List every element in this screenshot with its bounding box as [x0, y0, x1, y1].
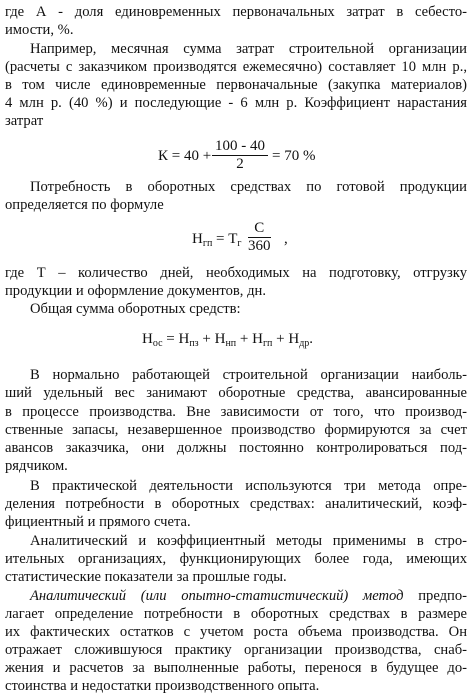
- text-line: рядчиком.: [5, 458, 68, 474]
- formula-hgp-fraction: [248, 220, 271, 255]
- text-line: Аналитический (или опытно-статистический) метод предпо-: [30, 588, 467, 604]
- text-line: где Т – количество дней, необходимых на подготовку, отгрузку: [5, 265, 467, 281]
- formula-k-fraction: [212, 138, 268, 173]
- text-line: затрат: [5, 113, 44, 129]
- text-line: деления потребности в оборотных средствах: аналитический, коэф-: [5, 496, 467, 512]
- formula-total: $Н_{ос} = Н_{пз} + Н_{нп} + Н_{гп} + Н_{др}$.: [142, 331, 314, 349]
- text-line: отражает сложившуюся практику организации производства, снаб-: [5, 642, 467, 658]
- text-line: стоинства и недостатки производственного опыта.: [5, 678, 320, 694]
- text-line: лагает определение потребности в оборотных средствах в размере: [5, 606, 467, 622]
- method-name: Аналитический (или опытно-статистический) метод: [30, 588, 404, 604]
- formula-k-left: К = 40 +: [158, 148, 212, 164]
- text-line: определяется по формуле: [5, 197, 164, 213]
- text-line: Потребность в оборотных средствах по готовой продукции: [30, 179, 467, 195]
- text-line: ственные запасы, незавершенное производство формируются за счет: [5, 422, 467, 438]
- text-line: ший удельный вес занимают оборотные средства, авансированные: [5, 385, 467, 401]
- formula-hgp-denominator: 360: [248, 238, 271, 254]
- text-line: Аналитический и коэффициентный методы применимы в стро-: [30, 533, 467, 549]
- text-line: 4 млн р. (40 %) и последующие - 6 млн р. Коэффициент нарастания: [5, 95, 467, 111]
- text-line: (расчеты с заказчиком производятся ежемесячно) составляет 10 млн р.,: [5, 59, 467, 75]
- formula-hgp-lhs: $Н_{гп} = Т_г$: [192, 231, 242, 249]
- formula-k-denominator: 2: [236, 156, 244, 172]
- text-line: авансов заказчика, они должны постоянно контролироваться под-: [5, 440, 467, 456]
- text-line: их фактических остатков с учетом роста объема производства. Он: [5, 624, 467, 640]
- text-line: продукции и оформление документов, дн.: [5, 283, 266, 299]
- text-line: в процессе производства. Вне зависимости от того, что производ-: [5, 404, 467, 420]
- text-line: В нормально работающей строительной организации наиболь-: [30, 367, 467, 383]
- text-line: где А - доля единовременных первоначальных затрат в себесто-: [5, 4, 467, 20]
- formula-k-numerator: 100 - 40: [212, 138, 268, 156]
- text-line: Общая сумма оборотных средств:: [30, 301, 241, 317]
- text-line: статистические показатели за прошлые годы.: [5, 569, 287, 585]
- text-line: Например, месячная сумма затрат строительной организации: [30, 41, 467, 57]
- text-line: ительных организациях, функционирующих более года, имеющих: [5, 551, 467, 567]
- text-line: жения и расчетов за выполненные работы, перенося в будущее до-: [5, 660, 467, 676]
- text-line: фициентный и прямого счета.: [5, 514, 191, 530]
- text-line: В практической деятельности используются три метода опре-: [30, 478, 467, 494]
- formula-hgp-numerator: С: [248, 220, 271, 238]
- text-line: в том числе единовременные первоначальные (закупка материалов): [5, 77, 467, 93]
- text-line: имости, %.: [5, 22, 74, 38]
- formula-k-right: = 70 %: [272, 148, 316, 164]
- formula-hgp-tail: ,: [284, 231, 288, 247]
